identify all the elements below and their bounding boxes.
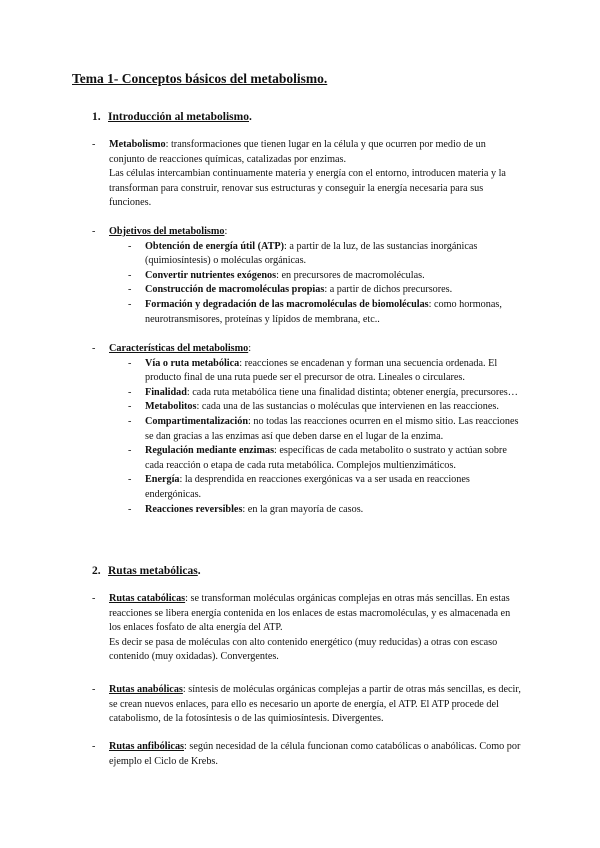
definition-text-2: Es decir se pasa de moléculas con alto contenido energético (muy reducidas) a otras con escaso contenido (muy oxidadas). Convergentes. <box>109 636 498 663</box>
dash-marker: - <box>92 343 96 354</box>
list-item <box>128 444 522 473</box>
item-term: Vía o ruta metabólica <box>145 357 240 369</box>
dash-marker: - <box>92 741 96 752</box>
bullet-marker: - <box>128 415 132 427</box>
item-text: : no todas las reacciones ocurren en el mismo sitio. Las reacciones se dan gracias a las enzimas así que deben darse en el lugar de la enzima. <box>145 415 519 442</box>
item-text: : a partir de la luz, de las sustancias inorgánicas (quimiosíntesis) o moléculas orgánicas. <box>145 240 478 267</box>
rutas-catabolicas <box>92 592 522 665</box>
section-number: 2. <box>92 565 101 577</box>
item-term: Convertir nutrientes exógenos <box>145 269 277 281</box>
item-term: Obtención de energía útil (ATP) <box>145 240 285 252</box>
section-heading-1 <box>92 110 252 125</box>
list-item <box>128 240 522 269</box>
item-term: Regulación mediante enzimas <box>145 445 275 457</box>
term-objetivos: Objetivos del metabolismo <box>109 226 225 237</box>
term-rutas-catabolicas: Rutas catabólicas <box>109 593 186 604</box>
list-item <box>128 298 522 327</box>
definition-text: : según necesidad de la célula funcionan como catabólicas o anabólicas. Como por ejemplo el Ciclo de Krebs. <box>109 741 521 767</box>
bullet-marker: - <box>128 386 132 398</box>
bullet-marker: - <box>128 240 132 252</box>
item-text: : cada una de las sustancias o moléculas que intervienen en las reacciones. <box>196 401 499 413</box>
section-number: 1. <box>92 111 101 123</box>
rutas-anfibolicas <box>92 740 522 769</box>
term-metabolismo: Metabolismo <box>109 139 166 150</box>
bullet-marker: - <box>128 401 132 413</box>
section-title-suffix: . <box>249 111 252 123</box>
term-rutas-anfibolicas: Rutas anfibólicas <box>109 741 185 752</box>
dash-marker: - <box>92 684 96 695</box>
bullet-marker: - <box>128 357 132 369</box>
item-text: : a partir de dichos precursores. <box>324 284 453 296</box>
list-item <box>128 283 522 298</box>
section-heading-2 <box>92 564 201 579</box>
bullet-marker: - <box>128 445 132 457</box>
item-term: Finalidad <box>145 386 187 398</box>
list-item <box>128 400 522 415</box>
definition-text-2: Las células intercambian continuamente materia y energía con el entorno, introducen materia y la transforman para construir, renovar sus estructuras y conseguir la energía necesaria para sus funciones. <box>109 168 506 209</box>
list-item <box>128 386 522 401</box>
definition-text: : transformaciones que tienen lugar en la célula y que ocurren por medio de un conjunto de reacciones químicas, catalizadas por enzimas. <box>109 139 486 165</box>
definition-text: : se transforman moléculas orgánicas complejas en otras más sencillas. En estas reacciones se libera energía contenida en los enlaces de estas macromoléculas, y es almacenada en los enlaces fosfato de alta energía del ATP. <box>109 593 511 634</box>
list-item <box>128 269 522 284</box>
list-item <box>128 473 522 502</box>
list-item <box>128 503 522 518</box>
section-title: Rutas metabólicas <box>108 565 198 577</box>
bullet-marker: - <box>128 474 132 486</box>
dash-marker: - <box>92 593 96 604</box>
item-text: : como hormonas, neurotransmisores, proteínas y lípidos de membrana, etc.. <box>145 298 502 325</box>
colon: : <box>224 226 228 237</box>
document-title: Tema 1- Conceptos básicos del metabolismo. <box>72 71 328 86</box>
bullet-marker: - <box>128 269 132 281</box>
list-item <box>128 357 522 386</box>
item-term: Metabolitos <box>145 401 197 413</box>
item-term: Reacciones reversibles <box>145 503 243 515</box>
section-title-suffix: . <box>197 565 201 577</box>
dash-marker: - <box>92 226 96 237</box>
term-rutas-anabolicas: Rutas anabólicas <box>109 684 183 695</box>
term-caracteristicas: Características del metabolismo <box>109 343 249 354</box>
item-term: Construcción de macromoléculas propias <box>145 284 325 296</box>
bullet-marker: - <box>128 284 132 296</box>
item-term: Energía <box>145 474 180 486</box>
item-term: Compartimentalización <box>145 415 248 427</box>
item-text: : reacciones se encadenan y forman una secuencia ordenada. El producto final de una ruta puede ser el precursor de otra. Lineales o circulares. <box>145 357 498 384</box>
item-text: : específicas de cada metabolito o sustrato y actúan sobre cada reacción o etapa de cada ruta metabólica. Complejos multienzimáticos. <box>145 445 507 471</box>
definition-metabolismo <box>92 138 522 211</box>
objetivos-list <box>92 225 522 327</box>
dash-marker: - <box>92 139 96 150</box>
item-text: : en precursores de macromoléculas. <box>276 269 425 281</box>
bullet-marker: - <box>128 503 132 515</box>
colon: : <box>248 343 252 354</box>
item-text: : en la gran mayoría de casos. <box>242 503 364 515</box>
bullet-marker: - <box>128 298 132 310</box>
definition-text: : síntesis de moléculas orgánicas complejas a partir de otras más sencillas, es decir, se crean nuevos enlaces, para ello es necesario un aporte de energía, el ATP. El ATP procede del catabolismo, de la fotosíntesis o de las quimiosíntesis. Divergentes. <box>109 684 521 725</box>
item-text: : la desprendida en reacciones exergónicas va a ser usada en reacciones endergónicas. <box>145 474 470 500</box>
item-term: Formación y degradación de las macromoléculas de biomoléculas <box>145 298 429 310</box>
list-item <box>128 415 522 444</box>
section-title: Introducción al metabolismo <box>108 111 249 123</box>
item-text: : cada ruta metabólica tiene una finalidad distinta; obtener energía, precursores… <box>186 386 518 398</box>
caracteristicas-list <box>92 342 522 517</box>
rutas-anabolicas <box>92 683 522 727</box>
